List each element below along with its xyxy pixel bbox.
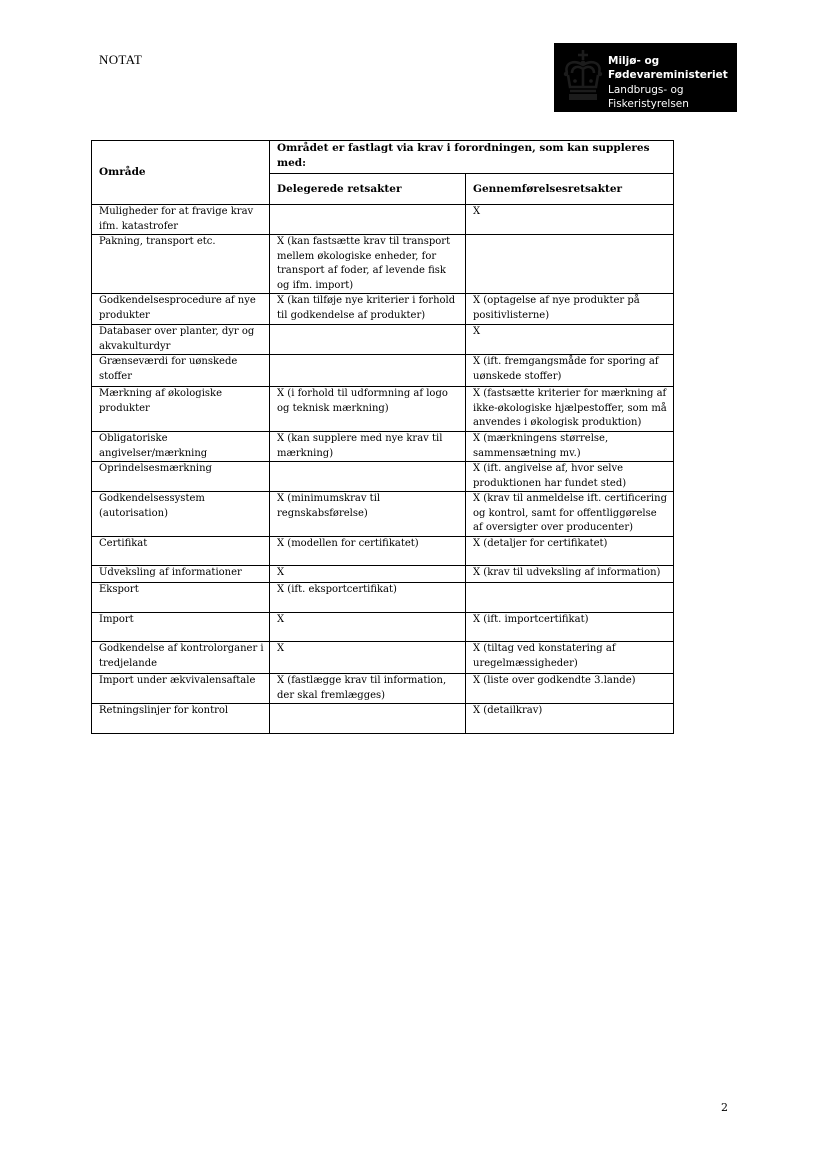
implementing-cell: X (ift. importcertifikat) <box>466 613 674 642</box>
table-row <box>92 462 674 492</box>
area-cell: Certifikat <box>92 537 270 566</box>
implementing-cell: X (krav til anmeldelse ift. certificering og kontrol, samt for offentliggørelse af oversigter over producenter) <box>466 492 674 537</box>
implementing-cell: X (ift. fremgangsmåde for sporing af uønskede stoffer) <box>466 355 674 387</box>
implementing-cell: X <box>466 325 674 355</box>
area-cell: Databaser over planter, dyr og akvakulturdyr <box>92 325 270 355</box>
implementing-cell: X (optagelse af nye produkter på positivlisterne) <box>466 294 674 325</box>
table-row <box>92 704 674 734</box>
area-cell: Godkendelsesprocedure af nye produkter <box>92 294 270 325</box>
delegated-cell: X (kan supplere med nye krav til mærkning) <box>270 432 466 462</box>
implementing-cell <box>466 583 674 613</box>
page-number: 2 <box>721 1101 728 1114</box>
delegated-cell: X <box>270 642 466 674</box>
agency-name: Landbrugs- og Fiskeristyrelsen <box>608 84 689 110</box>
delegated-cell: X (modellen for certifikatet) <box>270 537 466 566</box>
area-cell: Udveksling af informationer <box>92 566 270 583</box>
crown-icon <box>560 47 606 105</box>
document-type-label: NOTAT <box>99 52 143 67</box>
area-cell: Godkendelse af kontrolorganer i tredjelande <box>92 642 270 674</box>
table-row <box>92 674 674 704</box>
implementing-cell <box>466 235 674 294</box>
table-row <box>92 294 674 325</box>
implementing-cell: X (fastsætte kriterier for mærkning af ikke-økologiske hjælpestoffer, som må anvendes i økologisk produktion) <box>466 387 674 432</box>
delegated-cell: X (i forhold til udformning af logo og teknisk mærkning) <box>270 387 466 432</box>
area-cell: Pakning, transport etc. <box>92 235 270 294</box>
area-cell: Muligheder for at fravige krav ifm. katastrofer <box>92 205 270 235</box>
header-regulation-group: Området er fastlagt via krav i forordningen, som kan suppleres med: <box>270 141 674 174</box>
area-cell: Mærkning af økologiske produkter <box>92 387 270 432</box>
legal-acts-table <box>91 140 674 734</box>
delegated-cell <box>270 205 466 235</box>
table-row <box>92 613 674 642</box>
table-row <box>92 566 674 583</box>
table-row <box>92 642 674 674</box>
implementing-cell: X (detaljer for certifikatet) <box>466 537 674 566</box>
table-row <box>92 205 674 235</box>
table-row <box>92 583 674 613</box>
delegated-cell: X <box>270 566 466 583</box>
implementing-cell: X (liste over godkendte 3.lande) <box>466 674 674 704</box>
table-row <box>92 537 674 566</box>
delegated-cell: X (ift. eksportcertifikat) <box>270 583 466 613</box>
delegated-cell <box>270 325 466 355</box>
area-cell: Import <box>92 613 270 642</box>
table-row <box>92 325 674 355</box>
implementing-cell: X <box>466 205 674 235</box>
delegated-cell: X <box>270 613 466 642</box>
delegated-cell <box>270 355 466 387</box>
delegated-cell: X (kan fastsætte krav til transport mellem økologiske enheder, for transport af foder, af levende fisk og ifm. import) <box>270 235 466 294</box>
implementing-cell: X (detailkrav) <box>466 704 674 734</box>
delegated-cell <box>270 462 466 492</box>
delegated-cell: X (fastlægge krav til information, der skal fremlægges) <box>270 674 466 704</box>
area-cell: Import under ækvivalensaftale <box>92 674 270 704</box>
area-cell: Retningslinjer for kontrol <box>92 704 270 734</box>
delegated-cell: X (minimumskrav til regnskabsførelse) <box>270 492 466 537</box>
implementing-cell: X (tiltag ved konstatering af uregelmæssigheder) <box>466 642 674 674</box>
area-cell: Grænseværdi for uønskede stoffer <box>92 355 270 387</box>
header-delegated-acts: Delegerede retsakter <box>270 174 466 205</box>
delegated-cell: X (kan tilføje nye kriterier i forhold til godkendelse af produkter) <box>270 294 466 325</box>
table-row <box>92 432 674 462</box>
implementing-cell: X (krav til udveksling af information) <box>466 566 674 583</box>
implementing-cell: X (ift. angivelse af, hvor selve produktionen har fundet sted) <box>466 462 674 492</box>
ministry-logo <box>554 43 737 112</box>
ministry-name: Miljø- og Fødevareministeriet <box>608 55 728 81</box>
area-cell: Eksport <box>92 583 270 613</box>
delegated-cell <box>270 704 466 734</box>
table-row <box>92 387 674 432</box>
area-cell: Godkendelsessystem (autorisation) <box>92 492 270 537</box>
header-implementing-acts: Gennemførelsesretsakter <box>466 174 674 205</box>
implementing-cell: X (mærkningens størrelse, sammensætning mv.) <box>466 432 674 462</box>
area-cell: Oprindelsesmærkning <box>92 462 270 492</box>
table-row <box>92 235 674 294</box>
header-area: Område <box>92 141 270 205</box>
area-cell: Obligatoriske angivelser/mærkning <box>92 432 270 462</box>
table-row <box>92 492 674 537</box>
table-row <box>92 355 674 387</box>
